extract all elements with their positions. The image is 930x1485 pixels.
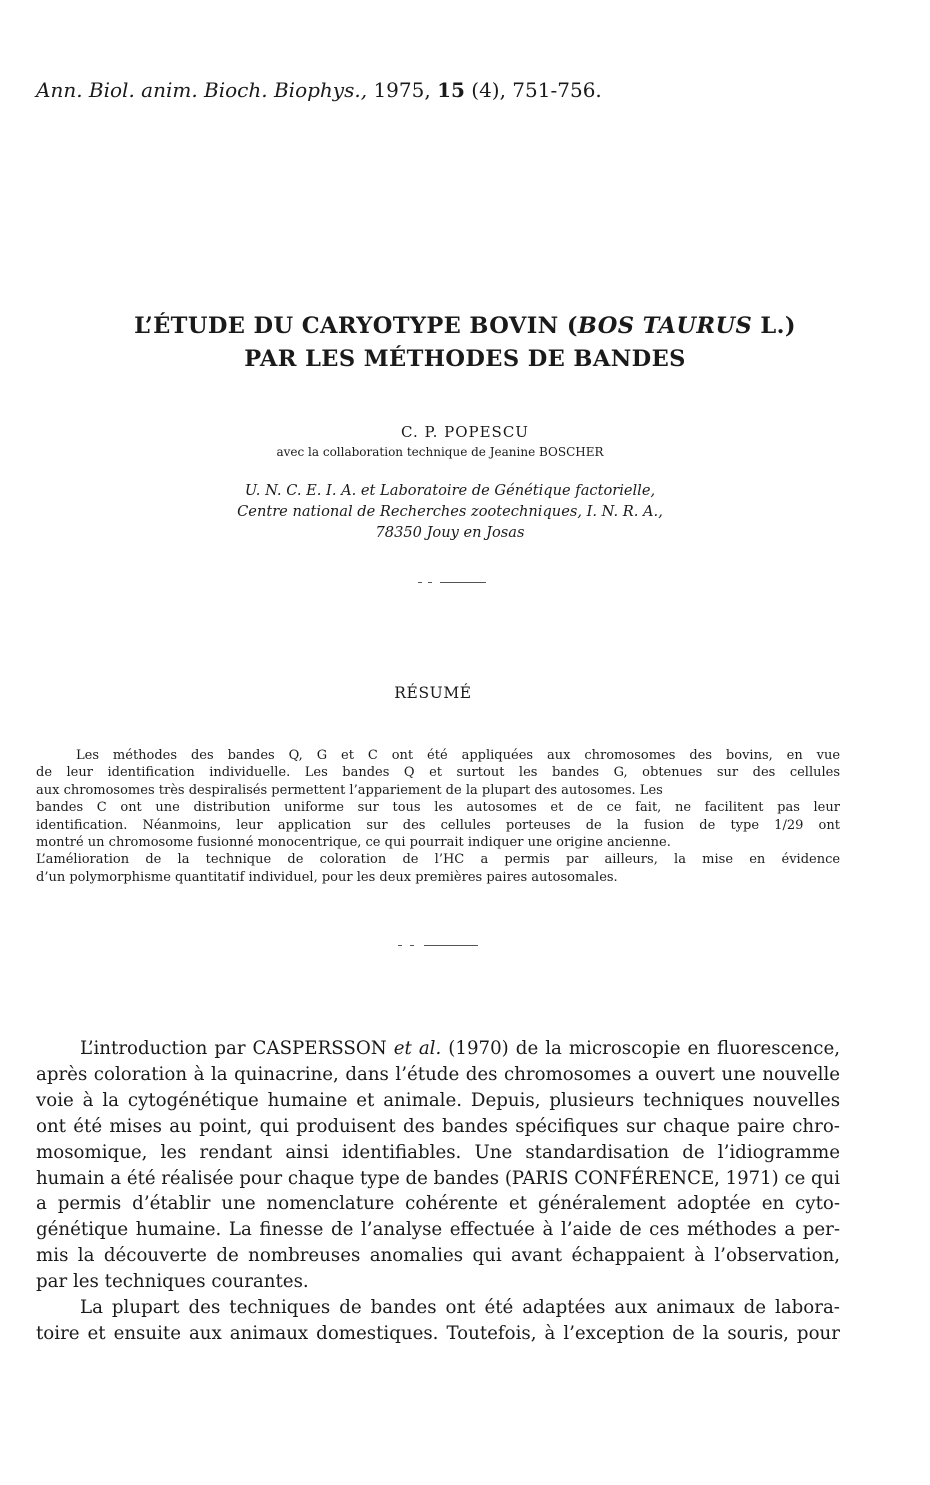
affiliation-line: U. N. C. E. I. A. et Laboratoire de Génétique factorielle, xyxy=(244,482,656,499)
journal-name: Ann. Biol. anim. Bioch. Biophys., xyxy=(36,78,368,102)
title-line-1: L’ÉTUDE DU CARYOTYPE BOVIN (BOS TAURUS L.) xyxy=(134,313,796,339)
body-line: après coloration à la quinacrine, dans l’étude des chromosomes a ouvert une nouvelle xyxy=(36,1063,841,1085)
journal-year: 1975, xyxy=(373,78,431,102)
abstract-line: d’un polymorphisme quantitatif individuel, pour les deux premières paires autosomales. xyxy=(36,869,618,885)
body-line: toire et ensuite aux animaux domestiques. Toutefois, à l’exception de la souris, pour xyxy=(36,1322,840,1344)
abstract xyxy=(36,747,840,886)
reference-citation: PARIS CONFÉRENCE xyxy=(511,1167,715,1189)
body-line: La plupart des techniques de bandes ont été adaptées aux animaux de labora- xyxy=(80,1297,840,1318)
article-title xyxy=(0,310,930,376)
abstract-line: aux chromosomes très despiralisés permettent l’appariement de la plupart des autosomes. Les xyxy=(36,782,663,798)
body-line: L’introduction par CASPERSSON et al. (1970) de la microscopie en fluorescence, xyxy=(80,1038,840,1059)
body-line: mosomique, les rendant ainsi identifiables. Une standardisation de l’idiogramme xyxy=(36,1141,841,1163)
body-line: ont été mises au point, qui produisent des bandes spécifiques sur chaque paire chro- xyxy=(36,1115,840,1137)
body-paragraph xyxy=(36,1295,840,1347)
body-line: humain a été réalisée pour chaque type de bandes (PARIS CONFÉRENCE, 1971) ce qui xyxy=(36,1167,841,1189)
abstract-line: Les méthodes des bandes Q, G et C ont été appliquées aux chromosomes des bovins, en vue xyxy=(76,748,841,763)
species-name: BOS TAURUS xyxy=(577,313,753,339)
abstract-line: identification. Néanmoins, leur application sur des cellules porteuses de la fusion de type 1/29 ont xyxy=(36,817,840,833)
resume-heading: RÉSUMÉ xyxy=(394,684,472,702)
section-separator xyxy=(418,582,486,584)
abstract-line: L’amélioration de la technique de coloration de l’HC a permis par ailleurs, la mise en évidence xyxy=(36,852,841,868)
title-line-2: PAR LES MÉTHODES DE BANDES xyxy=(244,346,686,372)
body-paragraph xyxy=(36,1036,840,1295)
author-name: C. P. POPESCU xyxy=(401,423,529,441)
abstract-line: montré un chromosome fusionné monocentrique, ce qui pourrait indiquer une origine ancienne. xyxy=(36,835,671,851)
journal-issue-pages: (4), 751-756. xyxy=(471,78,602,102)
body-line: par les techniques courantes. xyxy=(36,1271,309,1293)
section-separator xyxy=(398,945,478,947)
affiliation-line: Centre national de Recherches zootechniques, I. N. R. A., xyxy=(237,503,663,520)
collaboration-note: avec la collaboration technique de Jeanine BOSCHER xyxy=(276,445,604,459)
affiliation xyxy=(0,480,900,543)
abstract-line: de leur identification individuelle. Les bandes Q et surtout les bandes G, obtenues sur des cellules xyxy=(36,765,841,781)
author-citation: CASPERSSON xyxy=(252,1038,387,1059)
abstract-line: bandes C ont une distribution uniforme sur tous les autosomes et de ce fait, ne facilitent pas leur xyxy=(36,800,840,816)
affiliation-line: 78350 Jouy en Josas xyxy=(375,524,525,541)
journal-citation xyxy=(36,78,602,102)
body-line: génétique humaine. La finesse de l’analyse effectuée à l’aide de ces méthodes a per- xyxy=(36,1219,841,1241)
body-line: mis la découverte de nombreuses anomalies qui avant échappaient à l’observation, xyxy=(36,1245,841,1267)
body-line: a permis d’établir une nomenclature cohérente et généralement adoptée en cyto- xyxy=(36,1193,840,1215)
body-line: voie à la cytogénétique humaine et animale. Depuis, plusieurs techniques nouvelles xyxy=(36,1089,841,1111)
journal-volume: 15 xyxy=(437,78,465,102)
